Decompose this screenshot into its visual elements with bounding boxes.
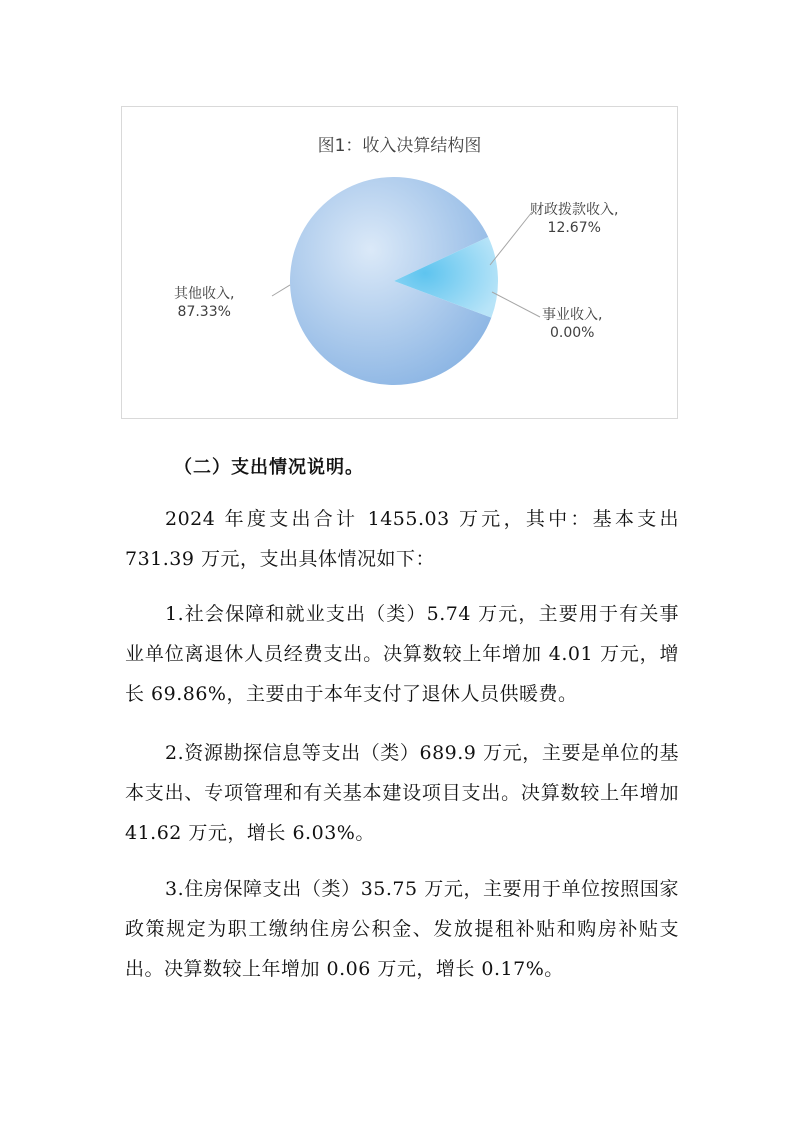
paragraph-housing bbox=[125, 869, 679, 989]
section-heading: （二）支出情况说明。 bbox=[174, 457, 364, 478]
slice-pct-fiscal: 12.67% bbox=[547, 220, 601, 236]
paragraph-social-security-text: 1.社会保障和就业支出（类）5.74 万元，主要用于有关事业单位离退休人员经费支出。决算数较上年增加 4.01 万元，增长 69.86%，主要由于本年支付了退休人员供暖费。 bbox=[125, 603, 679, 705]
slice-pct-business: 0.00% bbox=[549, 325, 595, 341]
paragraph-housing-text: 3.住房保障支出（类）35.75 万元，主要用于单位按照国家政策规定为职工缴纳住房公积金、发放提租补贴和购房补贴支出。决算数较上年增加 0.06 万元，增长 0.17%。 bbox=[125, 878, 679, 980]
paragraph-resources bbox=[125, 733, 679, 853]
leader-line-fiscal bbox=[490, 212, 532, 265]
slice-label-other bbox=[174, 285, 234, 321]
paragraph-social-security bbox=[125, 594, 679, 714]
slice-name-business: 事业收入, bbox=[542, 307, 603, 323]
slice-label-business bbox=[542, 306, 602, 342]
leader-line-business bbox=[492, 292, 540, 317]
paragraph-total-text: 2024 年度支出合计 1455.03 万元，其中：基本支出 731.39 万元，支出具体情况如下： bbox=[125, 508, 679, 570]
leader-line-other bbox=[272, 285, 290, 296]
paragraph-resources-text: 2.资源勘探信息等支出（类）689.9 万元，主要是单位的基本支出、专项管理和有关基本建设项目支出。决算数较上年增加 41.62 万元，增长 6.03%。 bbox=[125, 742, 679, 844]
slice-pct-other: 87.33% bbox=[177, 304, 231, 320]
slice-name-other: 其他收入, bbox=[174, 286, 235, 302]
paragraph-total bbox=[125, 499, 679, 579]
slice-name-fiscal: 财政拨款收入, bbox=[530, 202, 619, 218]
slice-label-fiscal bbox=[530, 201, 618, 237]
chart-title: 图1：收入决算结构图 bbox=[317, 136, 482, 156]
pie-chart bbox=[121, 106, 678, 419]
